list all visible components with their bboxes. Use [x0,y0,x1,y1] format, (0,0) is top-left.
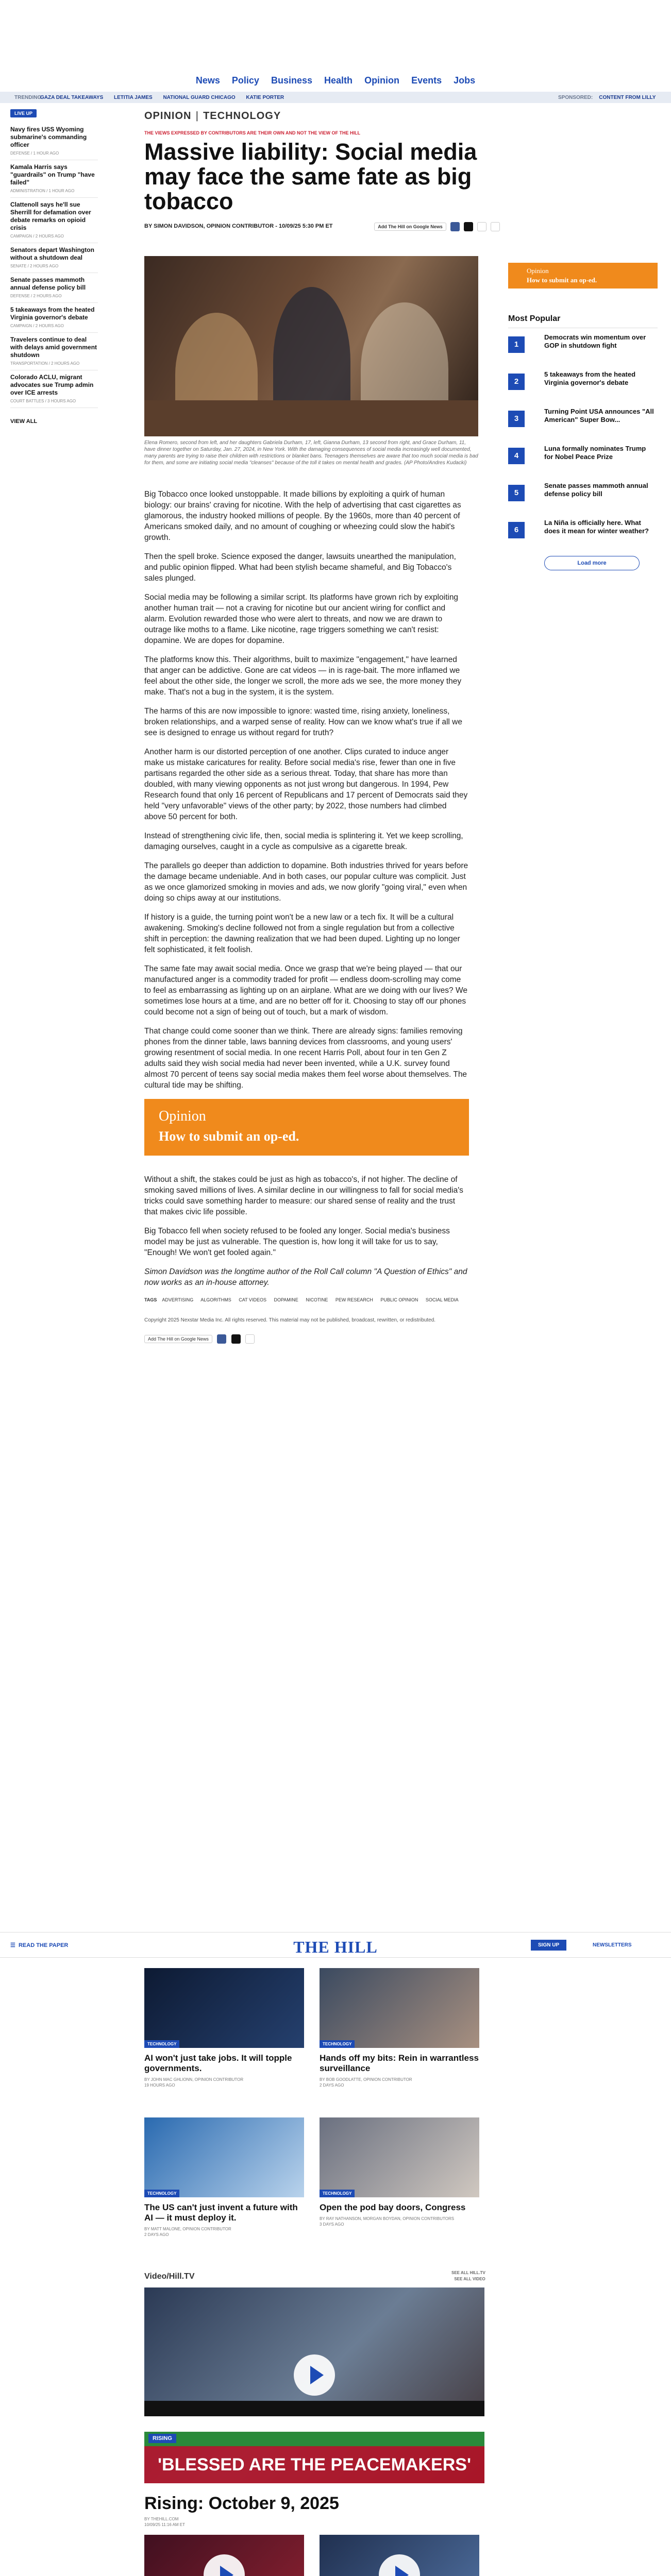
article-paragraph: Then the spell broke. Science exposed the danger, lawsuits unearthed the manipulation, and public opinion flipped. What had been stylish became shameful, and Big Tobacco's sales plunged. [144,552,456,583]
rail-item[interactable]: Colorado ACLU, migrant advocates sue Trump admin over ICE arrests COURT BATTLES / 3 HOURS AGO [10,370,98,408]
article-body [144,489,469,1344]
trending-label: TRENDING [14,95,42,100]
rank-number: 5 [508,485,525,501]
rail-item[interactable]: Kamala Harris says "guardrails" on Trump "have failed" ADMINISTRATION / 1 HOUR AGO [10,160,98,198]
rank-number: 2 [508,374,525,390]
tag-link[interactable]: SOCIAL MEDIA [425,1297,459,1302]
rank-number: 3 [508,411,525,427]
card-image [144,2535,304,2576]
related-card[interactable] [320,1968,479,2088]
card-image [320,2117,479,2197]
tag-link[interactable]: ALGORITHMS [200,1297,231,1302]
trending-item[interactable]: GAZA DEAL TAKEAWAYS [40,95,104,100]
read-paper-link[interactable]: ☰ READ THE PAPER [10,1942,69,1948]
video-flag-graphic [144,2401,484,2447]
menu-icon: ☰ [10,1942,19,1948]
video-card[interactable] [144,2535,304,2576]
card-title: The US can't just invent a future with AI — it must deploy it. [144,2202,298,2223]
most-popular-item[interactable]: 5 Senate passes mammoth annual defense policy bill [508,482,658,514]
right-rail [508,263,658,570]
byline-text: BY SIMON DAVIDSON, OPINION CONTRIBUTOR - 10/09/25 5:30 PM ET [144,223,333,229]
email-icon[interactable] [477,222,487,231]
x-icon[interactable] [231,1334,241,1344]
sign-up-button[interactable]: SIGN UP [531,1940,566,1951]
sponsored-label: SPONSORED: CONTENT FROM LILLY [558,95,656,100]
sponsored-link[interactable]: CONTENT FROM LILLY [599,95,656,100]
image-caption: Elena Romero, second from left, and her daughters Gabriela Durham, 17, left, Gianna Durham, 13 second from right, and Grace Durham, 11, have dinner together on Saturday, Jan. 27, 2024, in New York. With the damaging consequences of social media increasingly well documented, many parents are trying to raise their children with restrictions or blanket bans. Teenagers themselves are aware that too much social media is bad for them, and some are initiating social media "cleanses" because of the toll it takes on mental health and grades. (AP Photo/Andres Kudacki) [144,440,478,466]
oped-promo-label: Opinion [527,267,549,275]
google-news-badge[interactable]: Add The Hill on Google News [144,1335,212,1343]
article-paragraph: The platforms know this. Their algorithms, built to maximize "engagement," have learned that anger can be addictive. Gone are cat videos — in is rage-bait. The more inflamed we feel about the other side, the longer we scroll, the more ads we see, the more money they make. That's not a bug in the system, it is the system. [144,655,462,697]
card-image [144,1968,304,2048]
hero-image [144,256,478,436]
lower-header [0,1932,671,1958]
article-paragraph: That change could come sooner than we think. There are already signs: families removing phones from the dinner table, laws banning devices from classrooms, and young users' growing resentment of social media. In one recent Harris Poll, about four in ten Gen Z adults said they wish social media had never been invented, while a U.K. survey found almost 70 percent of teens say social media makes them feel worse about themselves. The cultural tide may be shifting. [144,1027,467,1090]
article-paragraph: Another harm is our distorted perception of one another. Clips curated to induce anger make us mistake caricatures for reality. Before social media's rise, fewer than one in five partisans regarded the other side as a serious threat. Today, that share has more than doubled, with many viewing opponents as not just wrong but dangerous. In 1994, Pew Research found that only 16 percent of Republicans and 17 percent of Democrats said they held "very unfavorable" views of the other party; by 2022, those numbers had climbed above 50 percent for both. [144,748,468,821]
article-paragraph: The harms of this are now impossible to ignore: wasted time, rising anxiety, loneliness, broken relationships, and a warped sense of reality. How can we know what's true if all we see is designed to enrage us without regard for truth? [144,707,462,737]
google-news-badge[interactable]: Add The Hill on Google News [374,223,446,231]
video-section-title: Video/Hill.TV [144,2272,195,2281]
nav-news[interactable]: News [195,75,220,86]
video-overlay-text: 'BLESSED ARE THE PEACEMAKERS' [144,2446,484,2483]
rising-title[interactable]: Rising: October 9, 2025 [144,2494,339,2513]
facebook-icon[interactable] [450,222,460,231]
rail-item[interactable]: Senators depart Washington without a shutdown deal SENATE / 2 HOURS AGO [10,243,98,273]
article-byline [144,223,500,235]
tag-link[interactable]: NICOTINE [306,1297,328,1302]
submit-oped-banner[interactable] [144,1099,469,1156]
most-popular-item[interactable]: 1 Democrats win momentum over GOP in shutdown fight [508,333,658,365]
video-card[interactable] [320,2535,479,2576]
facebook-icon[interactable] [217,1334,226,1344]
card-title: Hands off my bits: Rein in warrantless surveillance [320,2053,479,2073]
card-image [144,2117,304,2197]
rail-item[interactable]: Clattenoll says he'll sue Sherrill for defamation over debate remarks on opioid crisis CAMPAIGN / 2 HOURS AGO [10,198,98,243]
article-paragraph: Instead of strengthening civic life, then, social media is splintering it. Yet we keep scrolling, damaging ourselves, caught in a cycle as compulsive as a cigarette break. [144,832,463,851]
live-badge[interactable]: LIVE UP [10,109,37,117]
author-bio: Simon Davidson was the longtime author of the Roll Call column "A Question of Ethics" and now works as an in-house attorney. [144,1267,467,1287]
article [144,110,500,1344]
rising-meta: BY THEHILL.COM 10/09/25 11:16 AM ET [144,2517,186,2527]
most-popular-title: Most Popular [508,314,658,328]
card-meta: BY RAY NATHANSON, MORGAN BOYDAN, OPINION CONTRIBUTORS 3 DAYS AGO [320,2216,455,2227]
share-icon[interactable] [491,222,500,231]
nav-jobs[interactable]: Jobs [454,75,476,86]
nav-health[interactable]: Health [324,75,353,86]
article-paragraph: Big Tobacco once looked unstoppable. It made billions by exploiting a quirk of human biology: our brains' craving for nicotine. With the help of advertising that cast cigarettes as glamorous, the industry hooked millions of people. By the 1960s, more than 40 percent of Americans smoked daily, and no amount of coughing or wheezing could slow the habit's growth. [144,490,461,542]
article-paragraph: Without a shift, the stakes could be just as high as tobacco's, if not higher. The decline of smoking saved millions of lives. A similar decline in our willingness to fall for social media's tricks could save something harder to measure: our shared sense of reality and the trust that makes civic life possible. [144,1175,463,1216]
nav-business[interactable]: Business [271,75,313,86]
tag-link[interactable]: PEW RESEARCH [335,1297,373,1302]
tags-label: TAGS [144,1297,157,1302]
related-card[interactable] [144,1968,304,2088]
nav-events[interactable]: Events [411,75,442,86]
newsletters-link[interactable]: NEWSLETTERS [593,1942,632,1948]
section-opinion[interactable]: OPINION [144,110,192,122]
rail-item[interactable]: Travelers continue to deal with delays amid government shutdown TRANSPORTATION / 2 HOURS AGO [10,333,98,370]
most-popular-item[interactable]: 6 La Niña is officially here. What does it mean for winter weather? [508,519,658,551]
breadcrumb-separator: | [195,110,199,122]
article-paragraph: Social media may be following a similar script. Its platforms have grown rich by exploiting another human trait — not a craving for nicotine but our ancient wiring for conflict and alarm. Evolution rewarded those who were alert to threats, and now we are drawn to outrage like moths to a flame. Like nicotine, rage triggers something we can't resist: dopamine. We are dopes for dopamine. [144,593,459,645]
tag-link[interactable]: CAT VIDEOS [239,1297,266,1302]
article-headline: Massive liability: Social media may face the same fate as big tobacco [144,139,477,214]
submit-oped-promo[interactable] [508,263,658,289]
card-image [320,1968,479,2048]
trending-bar [0,92,671,103]
featured-video[interactable] [144,2287,484,2483]
oped-banner-cta: How to submit an op-ed. [159,1129,299,1144]
card-image [320,2535,479,2576]
copyright-notice: Copyright 2025 Nexstar Media Inc. All rights reserved. This material may not be published, broadcast, rewritten, or redistributed. [144,1317,436,1323]
share-bar [374,222,500,231]
load-more-button[interactable]: Load more [544,556,640,570]
play-icon[interactable] [379,2554,420,2576]
card-tag: TECHNOLOGY [144,2190,179,2197]
rail-item[interactable]: 5 takeaways from the heated Virginia governor's debate CAMPAIGN / 2 HOURS AGO [10,303,98,333]
most-popular-item[interactable]: 3 Turning Point USA announces "All American" Super Bow... [508,408,658,439]
hero-table [144,400,478,436]
card-meta: BY MATT MALONE, OPINION CONTRIBUTOR 2 DAYS AGO [144,2227,231,2237]
trending-item[interactable]: NATIONAL GUARD CHICAGO [163,95,236,100]
related-card[interactable] [144,2117,304,2238]
article-paragraph: The same fate may await social media. Once we grasp that we're being played — that our manufactured anger is a commodity traded for profit — endless doom-scrolling may come to feel as embarrassing as lighting up on an airplane. What are we doing with our lives? We sometimes lose hours at a time, and are no better off for it. Choosing to stay off our phones could become not a sign of being out of touch, but a mark of wisdom. [144,964,467,1016]
article-paragraph: If history is a guide, the turning point won't be a new law or a tech fix. It will be a cultural awakening. Smoking's decline followed not from a single regulation but from a collective shift in perception: the dawning realization that we had been duped. Lighting up no longer felt sophisticated, it felt foolish. [144,913,460,954]
trending-item[interactable]: LETITIA JAMES [114,95,153,100]
opinion-disclaimer: THE VIEWS EXPRESSED BY CONTRIBUTORS ARE THEIR OWN AND NOT THE VIEW OF THE HILL [144,130,361,135]
card-title: AI won't just take jobs. It will topple governments. [144,2053,292,2073]
article-paragraph: The parallels go deeper than addiction to dopamine. Both industries thrived for years before the damage became undeniable. And in both cases, our popular culture was complicit. Just as we once glamorized smoking in movies and ads, we now glorify "going viral," even when doing so chips away at our institutions. [144,861,468,903]
oped-promo-cta: How to submit an op-ed. [527,276,597,284]
tag-link[interactable]: ADVERTISING [162,1297,194,1302]
play-icon[interactable] [204,2554,245,2576]
card-title: Open the pod bay doors, Congress [320,2202,466,2212]
card-tag: TECHNOLOGY [320,2040,355,2048]
section-technology[interactable]: TECHNOLOGY [203,110,281,122]
card-tag: TECHNOLOGY [144,2040,179,2048]
share-bar-bottom [144,1334,469,1344]
related-card[interactable] [320,2117,479,2227]
x-icon[interactable] [464,222,473,231]
play-icon[interactable] [294,2354,335,2396]
most-popular-item[interactable]: 2 5 takeaways from the heated Virginia governor's debate [508,370,658,402]
trending-item[interactable]: KATIE PORTER [246,95,284,100]
tag-link[interactable]: DOPAMINE [274,1297,298,1302]
oped-banner-label: Opinion [159,1108,206,1124]
card-meta: BY JOHN MAC GHLIONN, OPINION CONTRIBUTOR 19 HOURS AGO [144,2077,244,2088]
main-nav [0,75,671,86]
view-all-link[interactable]: VIEW ALL [10,418,38,425]
rail-item[interactable]: Navy fires USS Wyoming submarine's commanding officer DEFENSE / 1 HOUR AGO [10,123,98,160]
rank-number: 1 [508,336,525,353]
article-paragraph: Big Tobacco fell when society refused to be fooled any longer. Social media's business model may be just as vulnerable. The question is, how long it will take for us to say, "Enough! We won't get fooled again." [144,1227,450,1257]
card-meta: BY BOB GOODLATTE, OPINION CONTRIBUTOR 2 DAYS AGO [320,2077,412,2088]
rail-item[interactable]: Senate passes mammoth annual defense policy bill DEFENSE / 2 HOURS AGO [10,273,98,303]
rising-tag: RISING [148,2434,176,2443]
the-hill-logo[interactable]: THE HILL [293,1938,378,1956]
nav-opinion[interactable]: Opinion [364,75,400,86]
rank-number: 6 [508,522,525,538]
card-tag: TECHNOLOGY [320,2190,355,2197]
latest-news-rail [10,108,98,425]
tag-link[interactable]: PUBLIC OPINION [380,1297,418,1302]
most-popular-item[interactable]: 4 Luna formally nominates Trump for Nobel Peace Prize [508,445,658,477]
email-icon[interactable] [245,1334,255,1344]
section-breadcrumb [144,110,500,122]
article-tags [144,1296,469,1303]
rank-number: 4 [508,448,525,464]
video-see-all-links[interactable]: SEE ALL HILL.TV SEE ALL VIDEO [451,2270,485,2281]
nav-policy[interactable]: Policy [231,75,259,86]
site-header [0,0,671,92]
